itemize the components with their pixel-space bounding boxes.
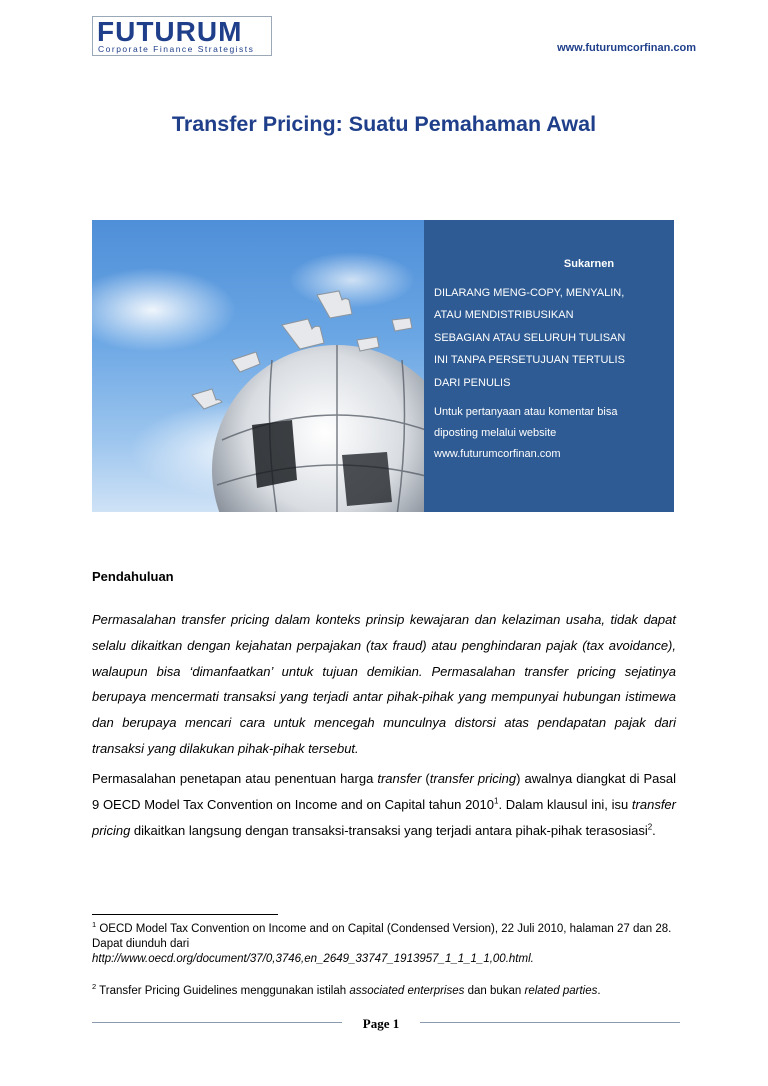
footnote-1: $^1$ OECD Model Tax Convention on Income and on Capital (Condensed Version), 22 Juli 2010, halaman 27 dan 28. Dapat diunduh dari http://www.oecd.org/document/37/0,3746,en_2649_33747_1913957_1_1_1_1,00.html.	[92, 920, 672, 965]
notice-line: SEBAGIAN ATAU SELURUH TULISAN	[434, 331, 626, 344]
footnote-2: $^2$ Transfer Pricing Guidelines menggunakan istilah associated enterprises dan bukan related parties.	[92, 982, 601, 997]
notice-line: DARI PENULIS	[434, 376, 511, 389]
footnote-ref[interactable]: 2	[647, 822, 653, 832]
paragraph-intro: Permasalahan transfer pricing dalam konteks prinsip kewajaran dan kelaziman usaha, tidak dapat selalu dikaitkan dengan kejahatan perpajakan (tax fraud) atau penghindaran pajak (tax avoidance), walaupun bisa ‘dimanfaatkan’ untuk tujuan demikian. Permasalahan transfer pricing sejatinya berupaya mencermati transaksi yang terjadi antar pihak-pihak yang mempunyai hubungan istimewa dan berupaya mencari cara untuk mencegah munculnya distorsi atas pendapatan pajak dari transaksi yang dilakukan pihak-pihak tersebut.	[92, 612, 676, 756]
copyright-notice	[434, 282, 664, 394]
notice-line: INI TANPA PERSETUJUAN TERTULIS	[434, 354, 625, 367]
contact-website-link[interactable]: www.futurumcorfinan.com	[434, 448, 561, 461]
document-title: Transfer Pricing: Suatu Pemahaman Awal	[171, 112, 597, 136]
footnote-divider	[92, 914, 278, 915]
notice-line: DILARANG MENG-COPY, MENYALIN,	[434, 287, 625, 299]
puzzle-globe-icon	[92, 220, 432, 512]
hero-banner	[92, 220, 674, 512]
notice-line: ATAU MENDISTRIBUSIKAN	[434, 309, 574, 322]
footnote-ref[interactable]: 1	[494, 796, 499, 806]
puzzle-globe-image	[92, 220, 432, 512]
contact-line: diposting melalui website	[434, 427, 557, 440]
logo-wordmark: FUTURUM	[97, 16, 243, 47]
section-heading: Pendahuluan	[92, 569, 174, 584]
contact-line: Untuk pertanyaan atau komentar bisa	[434, 406, 618, 419]
paragraph-oecd: Permasalahan penetapan atau penentuan harga transfer (transfer pricing) awalnya diangkat di Pasal 9 OECD Model Tax Convention on Income and on Capital tahun 2010$^1$. Dalam klausul ini, isu transfer pricing dikaitkan langsung dengan transaksi-transaksi yang terjadi antara pihak-pihak terasosiasi$^2$.	[92, 771, 677, 838]
footer-divider-left	[92, 1022, 342, 1023]
logo-tagline: Corporate Finance Strategists	[98, 44, 255, 54]
footer-divider-right	[420, 1022, 680, 1023]
author-name: Sukarnen	[563, 258, 615, 270]
footnote-link[interactable]: http://www.oecd.org/document/37/0,3746,en_2649_33747_1913957_1_1_1_1,00.html.	[92, 953, 534, 965]
header-website-link[interactable]: www.futurumcorfinan.com	[557, 42, 696, 54]
contact-note	[434, 402, 664, 465]
page-number: Page 1	[362, 1016, 400, 1031]
futurum-logo	[92, 16, 272, 56]
hero-info-panel	[424, 220, 674, 512]
